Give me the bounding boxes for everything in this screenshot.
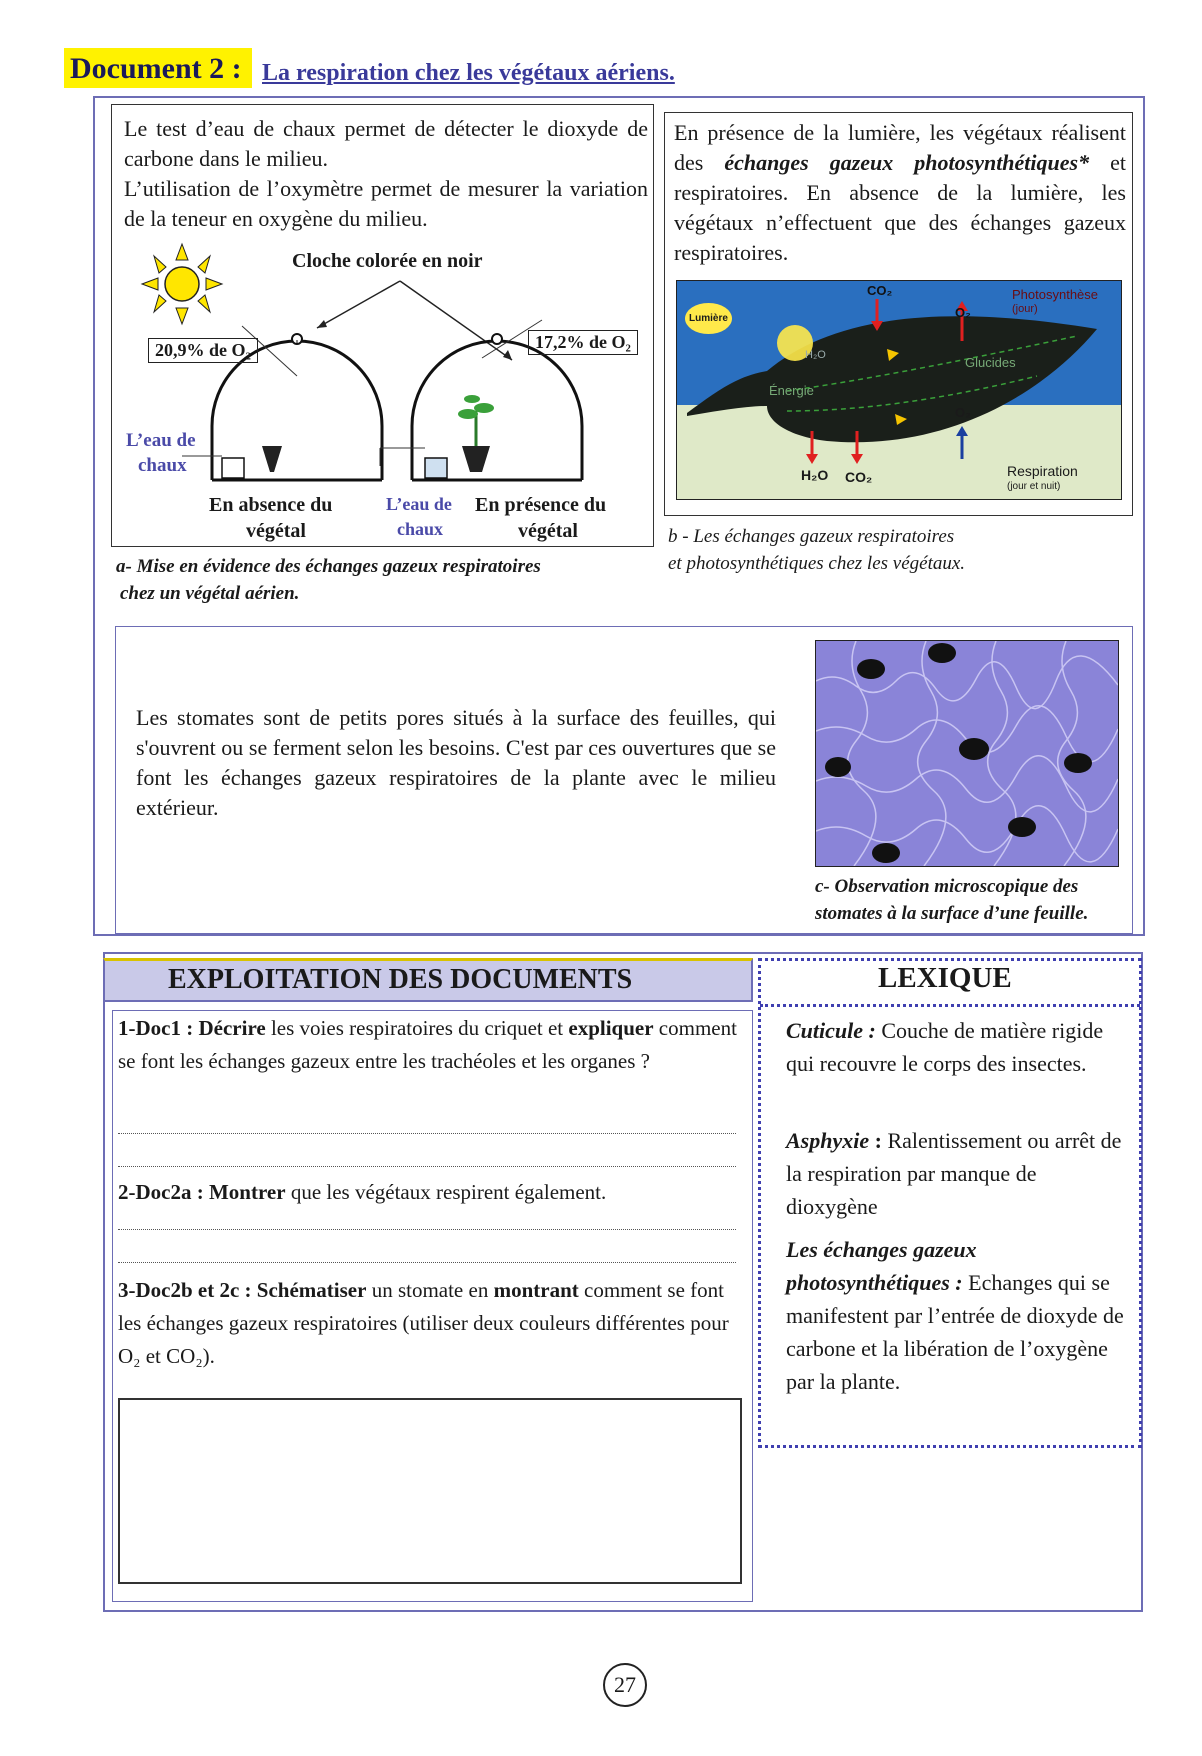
- stomata-cells: [816, 641, 1118, 866]
- question-3-end: comment se font les échanges gazeux respiratoires (utiliser deux couleurs différentes pour O₂ et CO₂).: [118, 1278, 729, 1368]
- respiration-label: Respiration: [1007, 463, 1078, 479]
- question-1: [118, 1012, 738, 1078]
- answer-line[interactable]: [118, 1229, 736, 1230]
- stoma: [959, 738, 989, 760]
- lexique-def: Couche de matière rigide qui recouvre le corps des insectes.: [786, 1018, 1104, 1076]
- eau-chaux-mid-2: chaux: [397, 519, 444, 539]
- question-2: [118, 1176, 738, 1209]
- stoma: [825, 757, 851, 777]
- lexique-term: Les échanges gazeux photosynthétiques :: [786, 1237, 977, 1295]
- eau-chaux-left-2: chaux: [138, 455, 187, 476]
- leaf-diagram: [676, 280, 1122, 500]
- jour-label: (jour): [1012, 303, 1038, 315]
- answer-line[interactable]: [118, 1133, 736, 1134]
- o2-bottom-label: O₂: [955, 405, 971, 420]
- panel-b-text-bold: échanges gazeux photosynthétiques*: [724, 150, 1090, 175]
- stomata-micrograph: [815, 640, 1119, 867]
- panel-b-text: [674, 118, 1126, 268]
- lexique-entry-cuticule: [786, 1014, 1126, 1080]
- sun-icon: [142, 244, 222, 324]
- stoma: [872, 843, 900, 863]
- answer-line[interactable]: [118, 1262, 736, 1263]
- right-o2-label: 17,2% de O₂: [528, 330, 638, 355]
- h2o-bottom-label: H₂O: [801, 467, 829, 483]
- question-3-mid: un stomate en: [366, 1278, 494, 1302]
- question-1-end: comment se font les échanges gazeux entre les trachéoles et les organes ?: [118, 1016, 737, 1073]
- lexique-term: Cuticule :: [786, 1018, 876, 1043]
- question-3-verb2: montrant: [493, 1278, 579, 1302]
- co2-top-label: CO₂: [867, 283, 893, 298]
- question-2-verb1: Montrer: [208, 1180, 286, 1204]
- question-2-end: que les végétaux respirent également.: [285, 1180, 607, 1204]
- document-label: Document 2 :: [64, 48, 252, 88]
- exploitation-heading: EXPLOITATION DES DOCUMENTS: [168, 964, 633, 995]
- o2-top-label: O₂: [955, 305, 971, 320]
- presence-label-2: végétal: [518, 520, 578, 542]
- question-2-ref: 2-Doc2a :: [118, 1180, 204, 1204]
- panel-a-text-1: Le test d’eau de chaux permet de détecter le dioxyde de carbone dans le milieu.: [124, 116, 648, 171]
- caption-a-2: chez un végétal aérien.: [120, 583, 300, 604]
- panel-c-text: Les stomates sont de petits pores situés à la surface des feuilles, qui s'ouvrent ou se ferment selon les besoins. C'est par ces ouvertures que se font les échanges gazeux respiratoires de la plante avec le milieu extérieur.: [136, 705, 776, 820]
- lexique-heading: LEXIQUE: [878, 962, 1012, 994]
- glucides-label: Glucides: [965, 355, 1016, 370]
- h2o-inner-label: H₂O: [805, 349, 826, 361]
- jour-nuit-label: (jour et nuit): [1007, 481, 1061, 492]
- panel-b-text-start: En présence de la lumière, les végétaux réalisent des: [674, 120, 1126, 175]
- photosynthese-label: Photosynthèse: [1012, 287, 1099, 302]
- presence-label-1: En présence du: [475, 494, 607, 516]
- question-1-ref: 1-Doc1 :: [118, 1016, 194, 1040]
- question-1-verb2: expliquer: [568, 1016, 654, 1040]
- lexique-def: Ralentissement ou arrêt de la respiration par manque de dioxygène: [786, 1128, 1122, 1219]
- question-3-ref: 3-Doc2b et 2c :: [118, 1278, 252, 1302]
- left-o2-label: 20,9% de O₂: [148, 338, 258, 363]
- absence-label-1: En absence du: [209, 494, 333, 516]
- answer-line[interactable]: [118, 1166, 736, 1167]
- lexique-sep: :: [869, 1128, 882, 1153]
- question-3: [118, 1274, 738, 1373]
- absence-label-2: végétal: [246, 520, 306, 542]
- caption-c-1: c- Observation microscopique des: [815, 876, 1079, 897]
- panel-b-text-end: et respiratoires. En absence de la lumière, les végétaux n’effectuent que des échanges gazeux respiratoires.: [674, 150, 1126, 265]
- document-title: La respiration chez les végétaux aériens.: [262, 60, 675, 86]
- eau-chaux-left-1: L’eau de: [126, 430, 196, 451]
- caption-b-2: et photosynthétiques chez les végétaux.: [668, 553, 966, 574]
- stoma: [857, 659, 885, 679]
- lexique-term: Asphyxie: [786, 1128, 870, 1153]
- caption-a-1: a- Mise en évidence des échanges gazeux respiratoires: [116, 556, 541, 577]
- lexique-entry-echanges: [786, 1233, 1126, 1398]
- lexique-heading-underline: [760, 1004, 1140, 1007]
- stoma: [1064, 753, 1092, 773]
- lexique-entry-asphyxie: [786, 1124, 1126, 1223]
- cloche-label: Cloche colorée en noir: [292, 250, 483, 272]
- question-3-verb1: Schématiser: [256, 1278, 367, 1302]
- caption-b-1: b - Les échanges gazeux respiratoires: [668, 526, 955, 547]
- energie-label: Énergie: [769, 383, 814, 398]
- question-1-verb1: Décrire: [198, 1016, 266, 1040]
- panel-a-text-2: L’utilisation de l’oxymètre permet de mesurer la variation de la teneur en oxygène du milieu.: [124, 176, 648, 231]
- page-number: 27: [603, 1663, 647, 1707]
- caption-c-2: stomates à la surface d’une feuille.: [815, 903, 1089, 924]
- lumiere-label: Lumière: [685, 303, 732, 334]
- stoma: [928, 643, 956, 663]
- co2-bottom-label: CO₂: [845, 469, 873, 485]
- eau-chaux-mid-1: L’eau de: [386, 494, 452, 514]
- drawing-answer-box[interactable]: [118, 1398, 742, 1584]
- stoma: [1008, 817, 1036, 837]
- lexique-def: Echanges qui se manifestent par l’entrée de dioxyde de carbone et la libération de l’oxygène par la plante.: [786, 1270, 1124, 1394]
- question-1-mid: les voies respiratoires du criquet et: [265, 1016, 569, 1040]
